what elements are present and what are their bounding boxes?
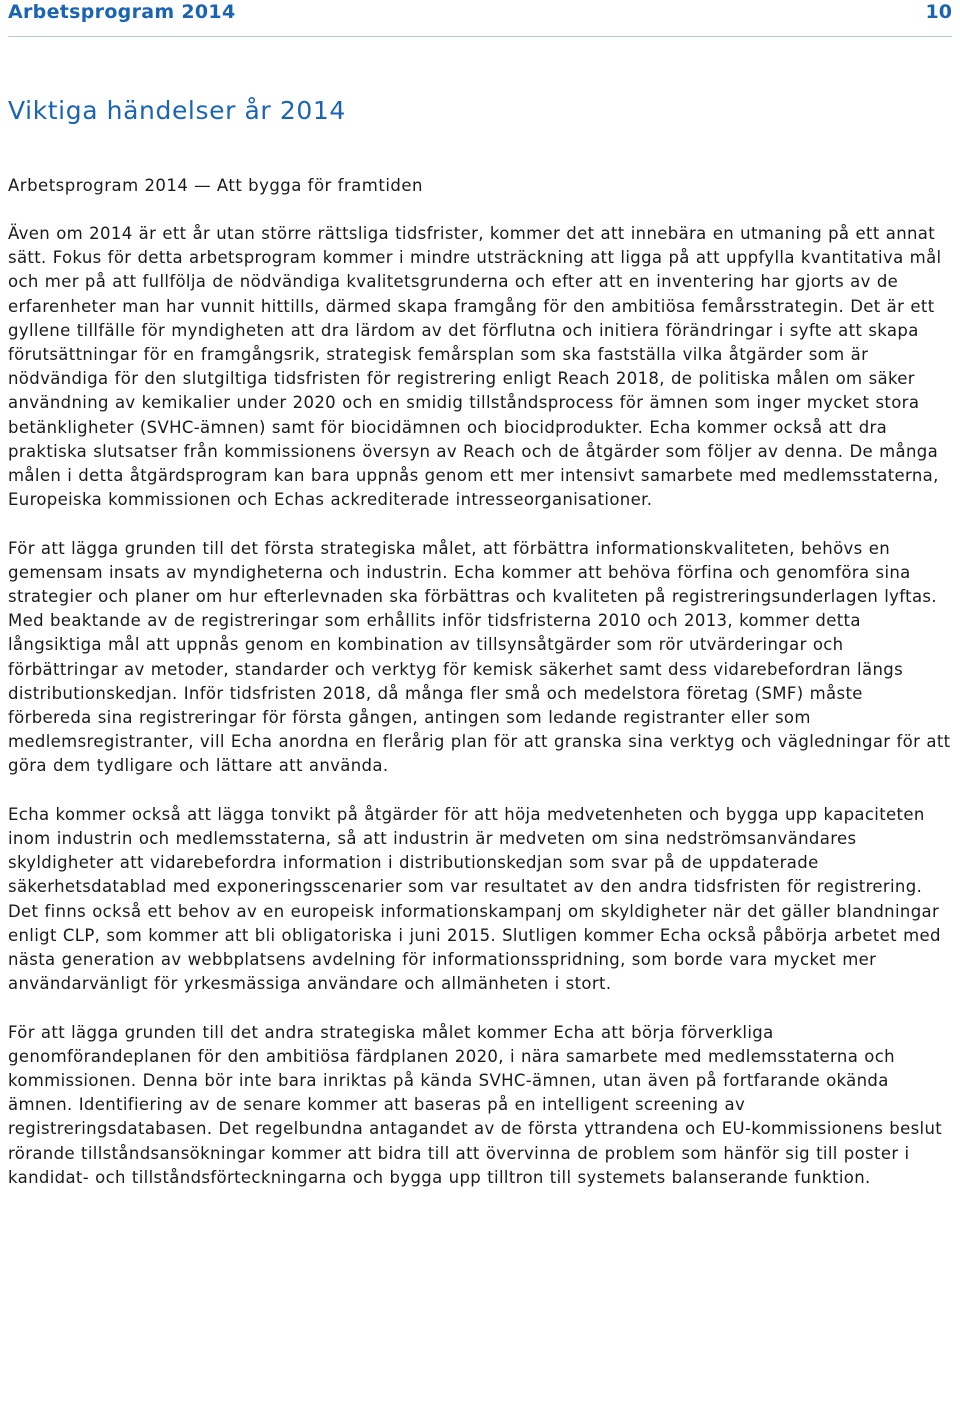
paragraph-1: Även om 2014 är ett år utan större rättsliga tidsfrister, kommer det att innebära en utmaning på ett annat sätt. Fokus för detta arbetsprogram kommer i mindre utsträckning att ligga på att uppfylla kvantitativa mål och mer på att fullfölja de nödvändiga kvalitetsgrunderna och efter att en inventering har gjorts av de erfarenheter man har vunnit hittills, därmed skapa framgång för den ambitiösa femårsstrategin. Det är ett gyllene tillfälle för myndigheten att dra lärdom av det förflutna och initiera förändringar i syfte att skapa förutsättningar för en framgångsrik, strategisk femårsplan som ska fastställa vilka åtgärder som är nödvändiga för den slutgiltiga tidsfristen för registrering enligt Reach 2018, de politiska målen om säker användning av kemikalier under 2020 och en smidig tillståndsprocess för ämnen som inger mycket stora betänkligheter (SVHC-ämnen) samt för biocidämnen och biocidprodukter. Echa kommer också att dra praktiska slutsatser från kommissionens översyn av Reach och de åtgärder som följer av denna. De många målen i detta åtgärdsprogram kan bara uppnås genom ett mer intensivt samarbete med medlemsstaterna, Europeiska kommissionen och Echas ackrediterade intresseorganisationer. (8, 224, 942, 510)
section-subtitle: Arbetsprogram 2014 — Att bygga för framtiden (8, 176, 423, 195)
section-title: Viktiga händelser år 2014 (8, 96, 346, 125)
paragraph-4: För att lägga grunden till det andra strategiska målet kommer Echa att börja förverkliga genomförandeplanen för den ambitiösa färdplanen 2020, i nära samarbete med medlemsstaterna och kommissionen. Denna bör inte bara inriktas på kända SVHC-ämnen, utan även på fortfarande okända ämnen. Identifiering av de senare kommer att baseras på en intelligent screening av registreringsdatabasen. Det regelbundna antagandet av de första yttrandena och EU-kommissionens beslut rörande tillståndsansökningar kommer att bidra till att övervinna de problem som hänför sig till poster i kandidat- och tillståndsförteckningarna och bygga upp tilltron till systemets balanserande funktion. (8, 1022, 943, 1187)
page-number: 10 (925, 1, 952, 23)
paragraph-3: Echa kommer också att lägga tonvikt på åtgärder för att höja medvetenheten och bygga upp kapaciteten inom industrin och medlemsstaterna, så att industrin är medveten om sina nedströmsanvändares skyldigheter att vidarebefordra information i distributionskedjan som svar på de uppdaterade säkerhetsdatablad med exponeringsscenarier som var resultatet av den andra tidsfristen för registrering. Det finns också ett behov av en europeisk informationskampanj om skyldigheter när det gäller blandningar enligt CLP, som kommer att bli obligatoriska i juni 2015. Slutligen kommer Echa också påbörja arbetet med nästa generation av webbplatsens avdelning för informationsspridning, som borde vara mycket mer användarvänligt för yrkesmässiga användare och allmänheten i stort. (8, 804, 941, 994)
body-text (8, 222, 952, 1214)
header-divider (8, 36, 952, 37)
page-header (8, 0, 952, 30)
paragraph-2: För att lägga grunden till det första strategiska målet, att förbättra informationskvaliteten, behövs en gemensam insats av myndigheterna och industrin. Echa kommer att behöva förfina och genomföra sina strategier och planer om hur efterlevnaden ska förbättras och kvaliteten på registreringsunderlagen lyftas. Med beaktande av de registreringar som erhållits inför tidsfristerna 2010 och 2013, kommer detta långsiktiga mål att uppnås genom en kombination av tillsynsåtgärder som rör utvärderingar och förbättringar av metoder, standarder och verktyg för kemisk säkerhet samt dess vidarebefordran längs distributionskedjan. Inför tidsfristen 2018, då många fler små och medelstora företag (SMF) måste förbereda sina registreringar för första gången, antingen som ledande registranter eller som medlemsregistranter, vill Echa anordna en flerårig plan för att granska sina verktyg och vägledningar för att göra dem tydligare och lättare att använda. (8, 538, 951, 776)
running-title: Arbetsprogram 2014 (8, 1, 236, 23)
